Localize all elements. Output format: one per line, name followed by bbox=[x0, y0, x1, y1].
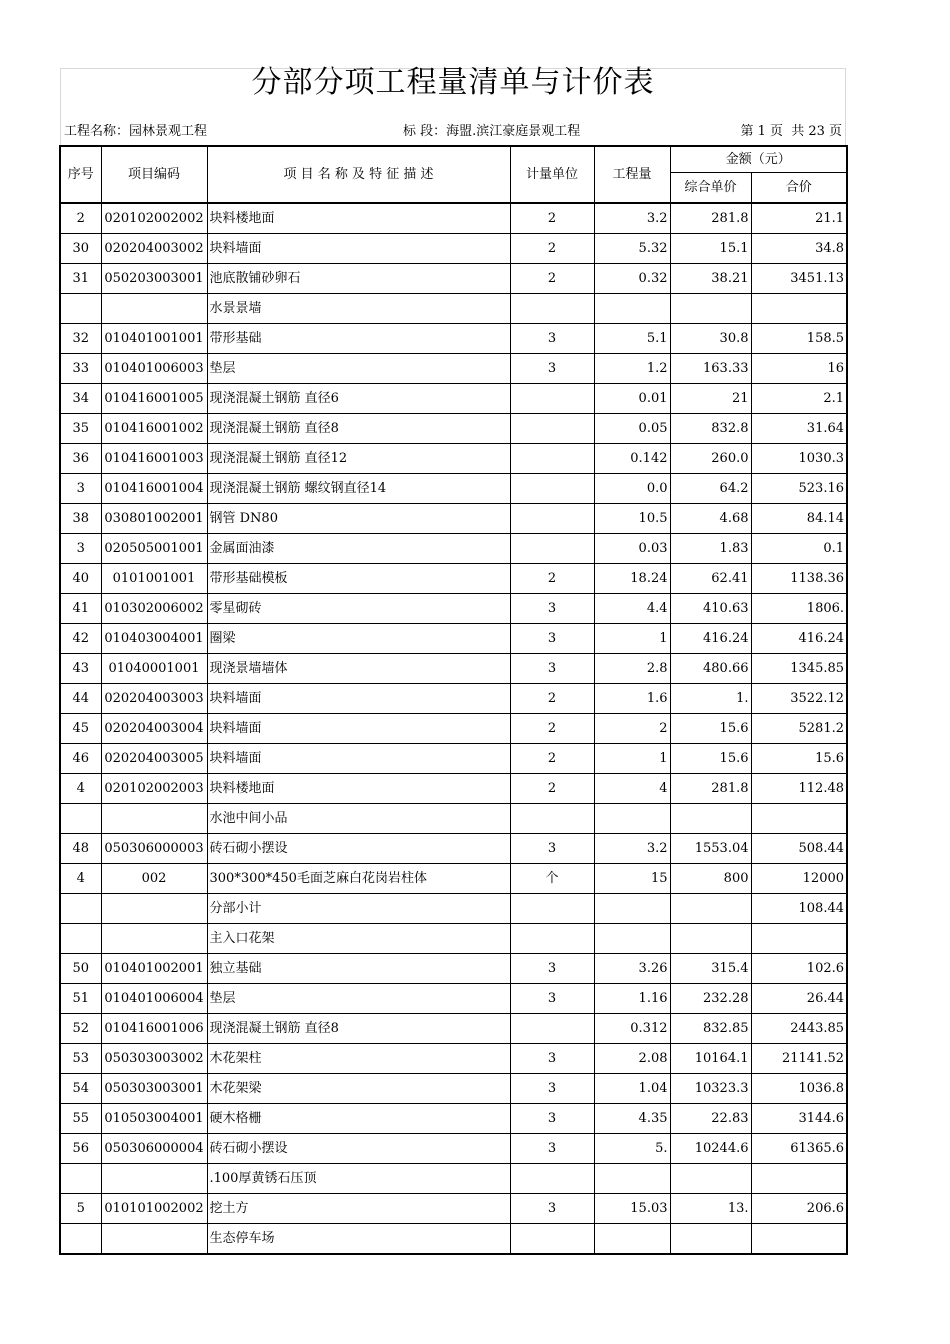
cell-total: 5281.2 bbox=[751, 714, 847, 744]
cell-code: 030801002001 bbox=[101, 504, 207, 534]
cell-no bbox=[60, 1224, 101, 1255]
cell-qty: 1.16 bbox=[594, 984, 670, 1014]
cell-no bbox=[60, 924, 101, 954]
cell-code: 020505001001 bbox=[101, 534, 207, 564]
cell-unit: 3 bbox=[510, 834, 594, 864]
cell-total: 1806. bbox=[751, 594, 847, 624]
header-amount: 金额（元） bbox=[670, 146, 847, 173]
cell-code: 020204003002 bbox=[101, 234, 207, 264]
cell-total bbox=[751, 294, 847, 324]
cell-qty bbox=[594, 804, 670, 834]
cell-unit-price bbox=[670, 294, 751, 324]
cell-code: 020102002003 bbox=[101, 774, 207, 804]
cell-no: 5 bbox=[60, 1194, 101, 1224]
cell-unit bbox=[510, 504, 594, 534]
cell-unit: 3 bbox=[510, 1044, 594, 1074]
cell-total: 508.44 bbox=[751, 834, 847, 864]
cell-name: 砖石砌小摆设 bbox=[207, 834, 510, 864]
cell-code: 010401001001 bbox=[101, 324, 207, 354]
cell-unit: 3 bbox=[510, 624, 594, 654]
cell-name: 木花架柱 bbox=[207, 1044, 510, 1074]
cell-qty: 1 bbox=[594, 744, 670, 774]
table-row bbox=[60, 234, 847, 264]
cell-code: 010401006004 bbox=[101, 984, 207, 1014]
table-row bbox=[60, 624, 847, 654]
header-name: 项 目 名 称 及 特 征 描 述 bbox=[207, 146, 510, 203]
header-qty: 工程量 bbox=[594, 146, 670, 203]
cell-name: 块料楼地面 bbox=[207, 203, 510, 234]
project-name: 工程名称：园林景观工程 bbox=[64, 124, 208, 139]
cell-unit-price: 10244.6 bbox=[670, 1134, 751, 1164]
cell-unit-price: 22.83 bbox=[670, 1104, 751, 1134]
cell-name: 木花架梁 bbox=[207, 1074, 510, 1104]
cell-code: 010416001005 bbox=[101, 384, 207, 414]
cell-no: 36 bbox=[60, 444, 101, 474]
cell-no: 41 bbox=[60, 594, 101, 624]
cell-unit-price: 1. bbox=[670, 684, 751, 714]
cell-qty: 3.26 bbox=[594, 954, 670, 984]
cell-name: 块料墙面 bbox=[207, 684, 510, 714]
cell-unit: 2 bbox=[510, 234, 594, 264]
table-row bbox=[60, 264, 847, 294]
cell-total: 112.48 bbox=[751, 774, 847, 804]
table-row bbox=[60, 324, 847, 354]
cell-code: 050303003002 bbox=[101, 1044, 207, 1074]
cell-code: 002 bbox=[101, 864, 207, 894]
cell-unit-price: 62.41 bbox=[670, 564, 751, 594]
cell-code: 010302006002 bbox=[101, 594, 207, 624]
title-area bbox=[60, 65, 846, 145]
cell-code bbox=[101, 894, 207, 924]
cell-code: 010403004001 bbox=[101, 624, 207, 654]
header-unit-price: 综合单价 bbox=[670, 173, 751, 204]
cell-qty: 18.24 bbox=[594, 564, 670, 594]
table-row bbox=[60, 564, 847, 594]
table-row bbox=[60, 864, 847, 894]
cell-no: 46 bbox=[60, 744, 101, 774]
cell-qty: 0.312 bbox=[594, 1014, 670, 1044]
cell-no: 30 bbox=[60, 234, 101, 264]
cell-total: 21.1 bbox=[751, 203, 847, 234]
cell-name: 块料楼地面 bbox=[207, 774, 510, 804]
cell-qty: 5. bbox=[594, 1134, 670, 1164]
cell-no: 40 bbox=[60, 564, 101, 594]
table-row bbox=[60, 1224, 847, 1255]
cell-no: 42 bbox=[60, 624, 101, 654]
cell-qty: 5.32 bbox=[594, 234, 670, 264]
cell-total: 31.64 bbox=[751, 414, 847, 444]
cell-name: 水景景墙 bbox=[207, 294, 510, 324]
cell-unit-price: 281.8 bbox=[670, 774, 751, 804]
cell-total: 1138.36 bbox=[751, 564, 847, 594]
cell-name: 垫层 bbox=[207, 984, 510, 1014]
bill-table bbox=[59, 145, 848, 1255]
table-row bbox=[60, 1134, 847, 1164]
page-title: 分部分项工程量清单与计价表 bbox=[251, 65, 655, 100]
table-row bbox=[60, 1074, 847, 1104]
table-row bbox=[60, 774, 847, 804]
cell-name: 硬木格栅 bbox=[207, 1104, 510, 1134]
table-row bbox=[60, 1194, 847, 1224]
cell-unit-price: 315.4 bbox=[670, 954, 751, 984]
cell-name: 垫层 bbox=[207, 354, 510, 384]
cell-total bbox=[751, 804, 847, 834]
cell-no bbox=[60, 894, 101, 924]
cell-unit: 2 bbox=[510, 564, 594, 594]
table-row bbox=[60, 354, 847, 384]
cell-total bbox=[751, 1164, 847, 1194]
cell-name: 现浇景墙墙体 bbox=[207, 654, 510, 684]
cell-name: 现浇混凝土钢筋 直径12 bbox=[207, 444, 510, 474]
cell-name: 圈梁 bbox=[207, 624, 510, 654]
cell-unit: 3 bbox=[510, 1134, 594, 1164]
cell-no: 32 bbox=[60, 324, 101, 354]
cell-unit: 2 bbox=[510, 744, 594, 774]
cell-unit-price: 832.85 bbox=[670, 1014, 751, 1044]
cell-total: 158.5 bbox=[751, 324, 847, 354]
cell-unit bbox=[510, 474, 594, 504]
cell-name: 块料墙面 bbox=[207, 234, 510, 264]
table-row bbox=[60, 954, 847, 984]
cell-total: 102.6 bbox=[751, 954, 847, 984]
cell-total: 12000 bbox=[751, 864, 847, 894]
cell-unit-price: 13. bbox=[670, 1194, 751, 1224]
cell-total: 206.6 bbox=[751, 1194, 847, 1224]
cell-unit-price bbox=[670, 804, 751, 834]
cell-no: 54 bbox=[60, 1074, 101, 1104]
cell-name: 现浇混凝土钢筋 螺纹钢直径14 bbox=[207, 474, 510, 504]
cell-unit bbox=[510, 1014, 594, 1044]
table-body bbox=[60, 203, 847, 1254]
cell-name: 池底散铺砂卵石 bbox=[207, 264, 510, 294]
cell-no: 35 bbox=[60, 414, 101, 444]
cell-unit-price bbox=[670, 1224, 751, 1255]
table-row bbox=[60, 894, 847, 924]
cell-unit-price: 1553.04 bbox=[670, 834, 751, 864]
cell-total: 1036.8 bbox=[751, 1074, 847, 1104]
cell-total: 26.44 bbox=[751, 984, 847, 1014]
cell-total: 3522.12 bbox=[751, 684, 847, 714]
cell-code: 01040001001 bbox=[101, 654, 207, 684]
cell-total: 61365.6 bbox=[751, 1134, 847, 1164]
cell-total: 16 bbox=[751, 354, 847, 384]
cell-no: 52 bbox=[60, 1014, 101, 1044]
cell-code: 010416001002 bbox=[101, 414, 207, 444]
cell-no: 34 bbox=[60, 384, 101, 414]
cell-total: 523.16 bbox=[751, 474, 847, 504]
cell-unit bbox=[510, 444, 594, 474]
cell-total: 108.44 bbox=[751, 894, 847, 924]
table-row bbox=[60, 474, 847, 504]
cell-name: 300*300*450毛面芝麻白花岗岩柱体 bbox=[207, 864, 510, 894]
cell-total: 0.1 bbox=[751, 534, 847, 564]
table-row bbox=[60, 984, 847, 1014]
cell-unit: 个 bbox=[510, 864, 594, 894]
cell-unit: 3 bbox=[510, 1074, 594, 1104]
cell-unit bbox=[510, 414, 594, 444]
cell-name: 现浇混凝土钢筋 直径6 bbox=[207, 384, 510, 414]
cell-unit: 3 bbox=[510, 324, 594, 354]
cell-name: 水池中间小品 bbox=[207, 804, 510, 834]
header-code: 项目编码 bbox=[101, 146, 207, 203]
cell-unit bbox=[510, 384, 594, 414]
cell-code: 010503004001 bbox=[101, 1104, 207, 1134]
cell-qty bbox=[594, 294, 670, 324]
cell-qty: 1 bbox=[594, 624, 670, 654]
cell-code: 050203003001 bbox=[101, 264, 207, 294]
cell-unit-price: 1.83 bbox=[670, 534, 751, 564]
table-row bbox=[60, 1014, 847, 1044]
cell-name: 块料墙面 bbox=[207, 744, 510, 774]
header-no: 序号 bbox=[60, 146, 101, 203]
cell-name: 挖土方 bbox=[207, 1194, 510, 1224]
cell-unit-price: 260.0 bbox=[670, 444, 751, 474]
cell-code: 020204003003 bbox=[101, 684, 207, 714]
cell-code: 020204003005 bbox=[101, 744, 207, 774]
cell-qty: 4.4 bbox=[594, 594, 670, 624]
cell-unit: 3 bbox=[510, 594, 594, 624]
page-number: 第 1 页 bbox=[740, 124, 784, 139]
table-row bbox=[60, 534, 847, 564]
cell-total: 2.1 bbox=[751, 384, 847, 414]
cell-no: 31 bbox=[60, 264, 101, 294]
cell-unit-price: 4.68 bbox=[670, 504, 751, 534]
table-row bbox=[60, 414, 847, 444]
cell-code: 010416001006 bbox=[101, 1014, 207, 1044]
cell-no: 51 bbox=[60, 984, 101, 1014]
header-unit: 计量单位 bbox=[510, 146, 594, 203]
cell-qty bbox=[594, 1224, 670, 1255]
cell-qty: 2.08 bbox=[594, 1044, 670, 1074]
cell-total: 34.8 bbox=[751, 234, 847, 264]
section-name: 标 段：海盟.滨江豪庭景观工程 bbox=[403, 124, 581, 139]
header-total: 合价 bbox=[751, 173, 847, 204]
cell-qty: 5.1 bbox=[594, 324, 670, 354]
cell-unit-price: 10323.3 bbox=[670, 1074, 751, 1104]
cell-code bbox=[101, 1224, 207, 1255]
cell-unit: 2 bbox=[510, 264, 594, 294]
cell-no: 45 bbox=[60, 714, 101, 744]
cell-code: 010401006003 bbox=[101, 354, 207, 384]
cell-qty bbox=[594, 894, 670, 924]
cell-unit-price: 10164.1 bbox=[670, 1044, 751, 1074]
cell-no: 33 bbox=[60, 354, 101, 384]
cell-total bbox=[751, 1224, 847, 1255]
cell-qty: 2.8 bbox=[594, 654, 670, 684]
cell-no: 38 bbox=[60, 504, 101, 534]
cell-unit: 2 bbox=[510, 203, 594, 234]
cell-total: 15.6 bbox=[751, 744, 847, 774]
cell-code bbox=[101, 804, 207, 834]
page-indicator bbox=[737, 124, 843, 140]
cell-unit: 3 bbox=[510, 354, 594, 384]
table-row bbox=[60, 684, 847, 714]
cell-unit-price: 38.21 bbox=[670, 264, 751, 294]
cell-qty: 15.03 bbox=[594, 1194, 670, 1224]
cell-total: 3451.13 bbox=[751, 264, 847, 294]
table-row bbox=[60, 504, 847, 534]
cell-unit-price: 15.1 bbox=[670, 234, 751, 264]
cell-code: 0101001001 bbox=[101, 564, 207, 594]
table-header bbox=[60, 146, 847, 203]
cell-no: 3 bbox=[60, 534, 101, 564]
cell-total: 3144.6 bbox=[751, 1104, 847, 1134]
cell-unit-price: 30.8 bbox=[670, 324, 751, 354]
cell-unit-price: 64.2 bbox=[670, 474, 751, 504]
cell-code: 050306000003 bbox=[101, 834, 207, 864]
cell-no bbox=[60, 804, 101, 834]
cell-no: 4 bbox=[60, 774, 101, 804]
cell-unit bbox=[510, 894, 594, 924]
cell-name: 现浇混凝土钢筋 直径8 bbox=[207, 414, 510, 444]
cell-total: 416.24 bbox=[751, 624, 847, 654]
cell-unit-price: 15.6 bbox=[670, 744, 751, 774]
cell-name: 带形基础 bbox=[207, 324, 510, 354]
cell-unit-price: 163.33 bbox=[670, 354, 751, 384]
cell-code: 050306000004 bbox=[101, 1134, 207, 1164]
cell-no: 4 bbox=[60, 864, 101, 894]
cell-name: .100厚黄锈石压顶 bbox=[207, 1164, 510, 1194]
cell-qty: 1.04 bbox=[594, 1074, 670, 1104]
cell-code bbox=[101, 924, 207, 954]
cell-qty: 3.2 bbox=[594, 203, 670, 234]
cell-code: 020204003004 bbox=[101, 714, 207, 744]
cell-no: 44 bbox=[60, 684, 101, 714]
cell-no: 48 bbox=[60, 834, 101, 864]
cell-unit-price: 410.63 bbox=[670, 594, 751, 624]
cell-qty: 1.2 bbox=[594, 354, 670, 384]
cell-name: 主入口花架 bbox=[207, 924, 510, 954]
cell-name: 钢管 DN80 bbox=[207, 504, 510, 534]
page-total: 共 23 页 bbox=[791, 124, 842, 139]
cell-unit-price: 800 bbox=[670, 864, 751, 894]
cell-total: 2443.85 bbox=[751, 1014, 847, 1044]
cell-no bbox=[60, 1164, 101, 1194]
cell-qty: 4.35 bbox=[594, 1104, 670, 1134]
cell-unit: 3 bbox=[510, 1194, 594, 1224]
cell-no: 55 bbox=[60, 1104, 101, 1134]
table-row bbox=[60, 924, 847, 954]
cell-name: 现浇混凝土钢筋 直径8 bbox=[207, 1014, 510, 1044]
cell-total: 1030.3 bbox=[751, 444, 847, 474]
cell-code bbox=[101, 294, 207, 324]
cell-qty: 10.5 bbox=[594, 504, 670, 534]
table-row bbox=[60, 654, 847, 684]
cell-unit-price: 21 bbox=[670, 384, 751, 414]
cell-qty: 4 bbox=[594, 774, 670, 804]
cell-qty: 0.05 bbox=[594, 414, 670, 444]
table-row bbox=[60, 804, 847, 834]
cell-total: 84.14 bbox=[751, 504, 847, 534]
cell-no: 56 bbox=[60, 1134, 101, 1164]
cell-code: 050303003001 bbox=[101, 1074, 207, 1104]
cell-total: 1345.85 bbox=[751, 654, 847, 684]
cell-unit-price bbox=[670, 924, 751, 954]
cell-unit: 2 bbox=[510, 714, 594, 744]
cell-qty: 2 bbox=[594, 714, 670, 744]
cell-unit: 3 bbox=[510, 1104, 594, 1134]
table-row bbox=[60, 834, 847, 864]
cell-unit-price: 15.6 bbox=[670, 714, 751, 744]
cell-unit: 2 bbox=[510, 774, 594, 804]
table-row bbox=[60, 1164, 847, 1194]
cell-code: 010416001003 bbox=[101, 444, 207, 474]
table-row bbox=[60, 444, 847, 474]
cell-qty bbox=[594, 924, 670, 954]
cell-total bbox=[751, 924, 847, 954]
table-row bbox=[60, 594, 847, 624]
table-row bbox=[60, 1044, 847, 1074]
cell-unit-price bbox=[670, 1164, 751, 1194]
cell-code: 020102002002 bbox=[101, 203, 207, 234]
cell-code bbox=[101, 1164, 207, 1194]
cell-no: 53 bbox=[60, 1044, 101, 1074]
cell-unit bbox=[510, 294, 594, 324]
cell-qty: 0.01 bbox=[594, 384, 670, 414]
cell-unit bbox=[510, 1164, 594, 1194]
table-row bbox=[60, 1104, 847, 1134]
cell-name: 零星砌砖 bbox=[207, 594, 510, 624]
cell-qty: 15 bbox=[594, 864, 670, 894]
cell-unit bbox=[510, 804, 594, 834]
cell-name: 带形基础模板 bbox=[207, 564, 510, 594]
cell-unit-price: 480.66 bbox=[670, 654, 751, 684]
cell-no: 50 bbox=[60, 954, 101, 984]
cell-name: 金属面油漆 bbox=[207, 534, 510, 564]
cell-unit: 3 bbox=[510, 654, 594, 684]
cell-no bbox=[60, 294, 101, 324]
cell-unit bbox=[510, 534, 594, 564]
cell-qty: 1.6 bbox=[594, 684, 670, 714]
cell-no: 2 bbox=[60, 203, 101, 234]
table-row bbox=[60, 203, 847, 234]
cell-qty: 0.142 bbox=[594, 444, 670, 474]
cell-name: 砖石砌小摆设 bbox=[207, 1134, 510, 1164]
cell-qty: 0.03 bbox=[594, 534, 670, 564]
cell-name: 块料墙面 bbox=[207, 714, 510, 744]
cell-unit-price: 832.8 bbox=[670, 414, 751, 444]
table-row bbox=[60, 714, 847, 744]
cell-no: 43 bbox=[60, 654, 101, 684]
cell-qty: 0.32 bbox=[594, 264, 670, 294]
cell-code: 010416001004 bbox=[101, 474, 207, 504]
cell-unit bbox=[510, 1224, 594, 1255]
cell-unit: 3 bbox=[510, 954, 594, 984]
cell-unit-price: 232.28 bbox=[670, 984, 751, 1014]
bill-sheet bbox=[60, 65, 846, 1255]
table-row bbox=[60, 294, 847, 324]
cell-unit: 2 bbox=[510, 684, 594, 714]
cell-unit bbox=[510, 924, 594, 954]
cell-qty bbox=[594, 1164, 670, 1194]
cell-name: 独立基础 bbox=[207, 954, 510, 984]
cell-code: 010101002002 bbox=[101, 1194, 207, 1224]
cell-no: 3 bbox=[60, 474, 101, 504]
cell-name: 生态停车场 bbox=[207, 1224, 510, 1255]
cell-unit-price: 281.8 bbox=[670, 203, 751, 234]
table-row bbox=[60, 384, 847, 414]
cell-qty: 3.2 bbox=[594, 834, 670, 864]
cell-unit-price: 416.24 bbox=[670, 624, 751, 654]
cell-unit: 3 bbox=[510, 984, 594, 1014]
cell-unit-price bbox=[670, 894, 751, 924]
table-row bbox=[60, 744, 847, 774]
cell-qty: 0.0 bbox=[594, 474, 670, 504]
cell-code: 010401002001 bbox=[101, 954, 207, 984]
cell-total: 21141.52 bbox=[751, 1044, 847, 1074]
cell-name: 分部小计 bbox=[207, 894, 510, 924]
